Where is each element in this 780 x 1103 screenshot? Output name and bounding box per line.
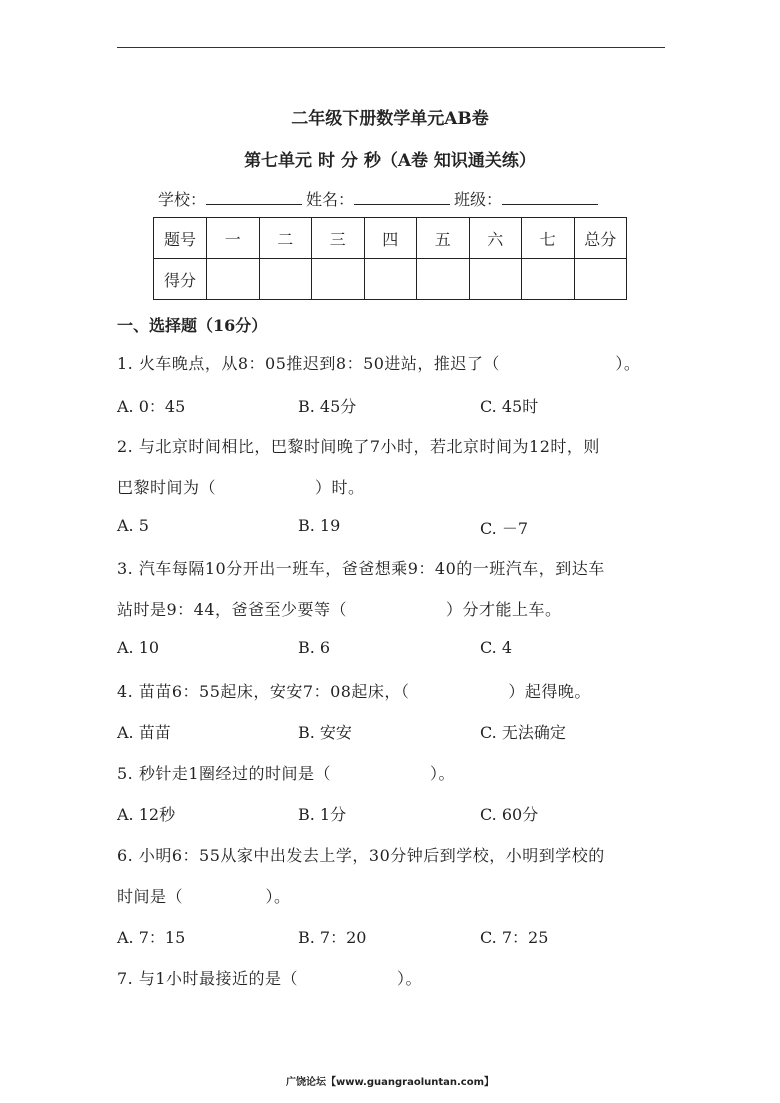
score-cell[interactable] <box>417 259 470 300</box>
question-line: 1. 火车晚点，从8：05推迟到8：50进站，推迟了（ ）。 <box>117 354 641 373</box>
question-line: 站时是9：44，爸爸至少要等（ ）分才能上车。 <box>117 600 562 619</box>
score-header-cell: 六 <box>469 218 522 259</box>
school-field[interactable] <box>206 188 302 205</box>
page-subtitle: 第七单元 时 分 秒（A卷 知识通关练） <box>244 151 536 171</box>
score-row-label: 得分 <box>154 259 207 300</box>
score-cell[interactable] <box>522 259 575 300</box>
option-a[interactable]: A. 苗苗 <box>117 723 171 742</box>
option-a[interactable]: A. 7：15 <box>117 928 186 947</box>
score-cell[interactable] <box>364 259 417 300</box>
score-cell[interactable] <box>469 259 522 300</box>
score-header-cell: 三 <box>312 218 365 259</box>
top-rule <box>117 47 665 48</box>
name-label: 姓名： <box>306 190 355 209</box>
student-info-line <box>158 187 602 210</box>
option-a[interactable]: A. 12秒 <box>117 805 176 824</box>
question-line: 7. 与1小时最接近的是（ ）。 <box>117 969 423 988</box>
score-cell[interactable] <box>259 259 312 300</box>
score-cell[interactable] <box>574 259 627 300</box>
school-label: 学校： <box>158 190 207 209</box>
score-header-cell: 总分 <box>574 218 627 259</box>
option-b[interactable]: B. 7：20 <box>298 928 367 947</box>
option-b[interactable]: B. 45分 <box>298 397 357 416</box>
question-line: 4. 苗苗6：55起床，安安7：08起床，（ ）起得晚。 <box>117 682 591 701</box>
score-table-header-row <box>154 218 627 259</box>
name-field[interactable] <box>354 188 450 205</box>
score-header-cell: 七 <box>522 218 575 259</box>
class-label: 班级： <box>454 190 503 209</box>
option-c[interactable]: C. 7：25 <box>480 928 549 947</box>
option-b[interactable]: B. 安安 <box>298 723 352 742</box>
score-table <box>153 217 627 300</box>
option-a[interactable]: A. 5 <box>117 516 149 535</box>
question-line: 5. 秒针走1圈经过的时间是（ ）。 <box>117 764 456 783</box>
question-line: 时间是（ ）。 <box>117 887 291 906</box>
score-cell[interactable] <box>207 259 260 300</box>
question-line: 6. 小明6：55从家中出发去上学，30分钟后到学校，小明到学校的 <box>117 846 605 865</box>
score-header-cell: 五 <box>417 218 470 259</box>
score-table-score-row <box>154 259 627 300</box>
page-footer: 广饶论坛【www.guangraoluntan.com】 <box>285 1077 495 1088</box>
page-title: 二年级下册数学单元AB卷 <box>291 109 489 129</box>
score-header-cell: 题号 <box>154 218 207 259</box>
score-header-cell: 二 <box>259 218 312 259</box>
option-c[interactable]: C. 60分 <box>480 805 539 824</box>
score-header-cell: 一 <box>207 218 260 259</box>
score-cell[interactable] <box>312 259 365 300</box>
option-a[interactable]: A. 10 <box>117 638 160 657</box>
question-line: 3. 汽车每隔10分开出一班车，爸爸想乘9：40的一班汽车，到达车 <box>117 559 605 578</box>
question-line: 巴黎时间为（ ）时。 <box>117 478 365 497</box>
option-c[interactable]: C. －7 <box>480 519 529 538</box>
option-b[interactable]: B. 19 <box>298 516 341 535</box>
option-a[interactable]: A. 0：45 <box>117 397 186 416</box>
question-line: 2. 与北京时间相比，巴黎时间晚了7小时，若北京时间为12时，则 <box>117 437 600 456</box>
option-b[interactable]: B. 1分 <box>298 805 347 824</box>
class-field[interactable] <box>502 188 598 205</box>
score-header-cell: 四 <box>364 218 417 259</box>
option-c[interactable]: C. 45时 <box>480 397 539 416</box>
option-b[interactable]: B. 6 <box>298 638 331 657</box>
option-c[interactable]: C. 无法确定 <box>480 723 566 742</box>
section-title: 一、选择题（16分） <box>117 316 268 335</box>
option-c[interactable]: C. 4 <box>480 638 513 657</box>
